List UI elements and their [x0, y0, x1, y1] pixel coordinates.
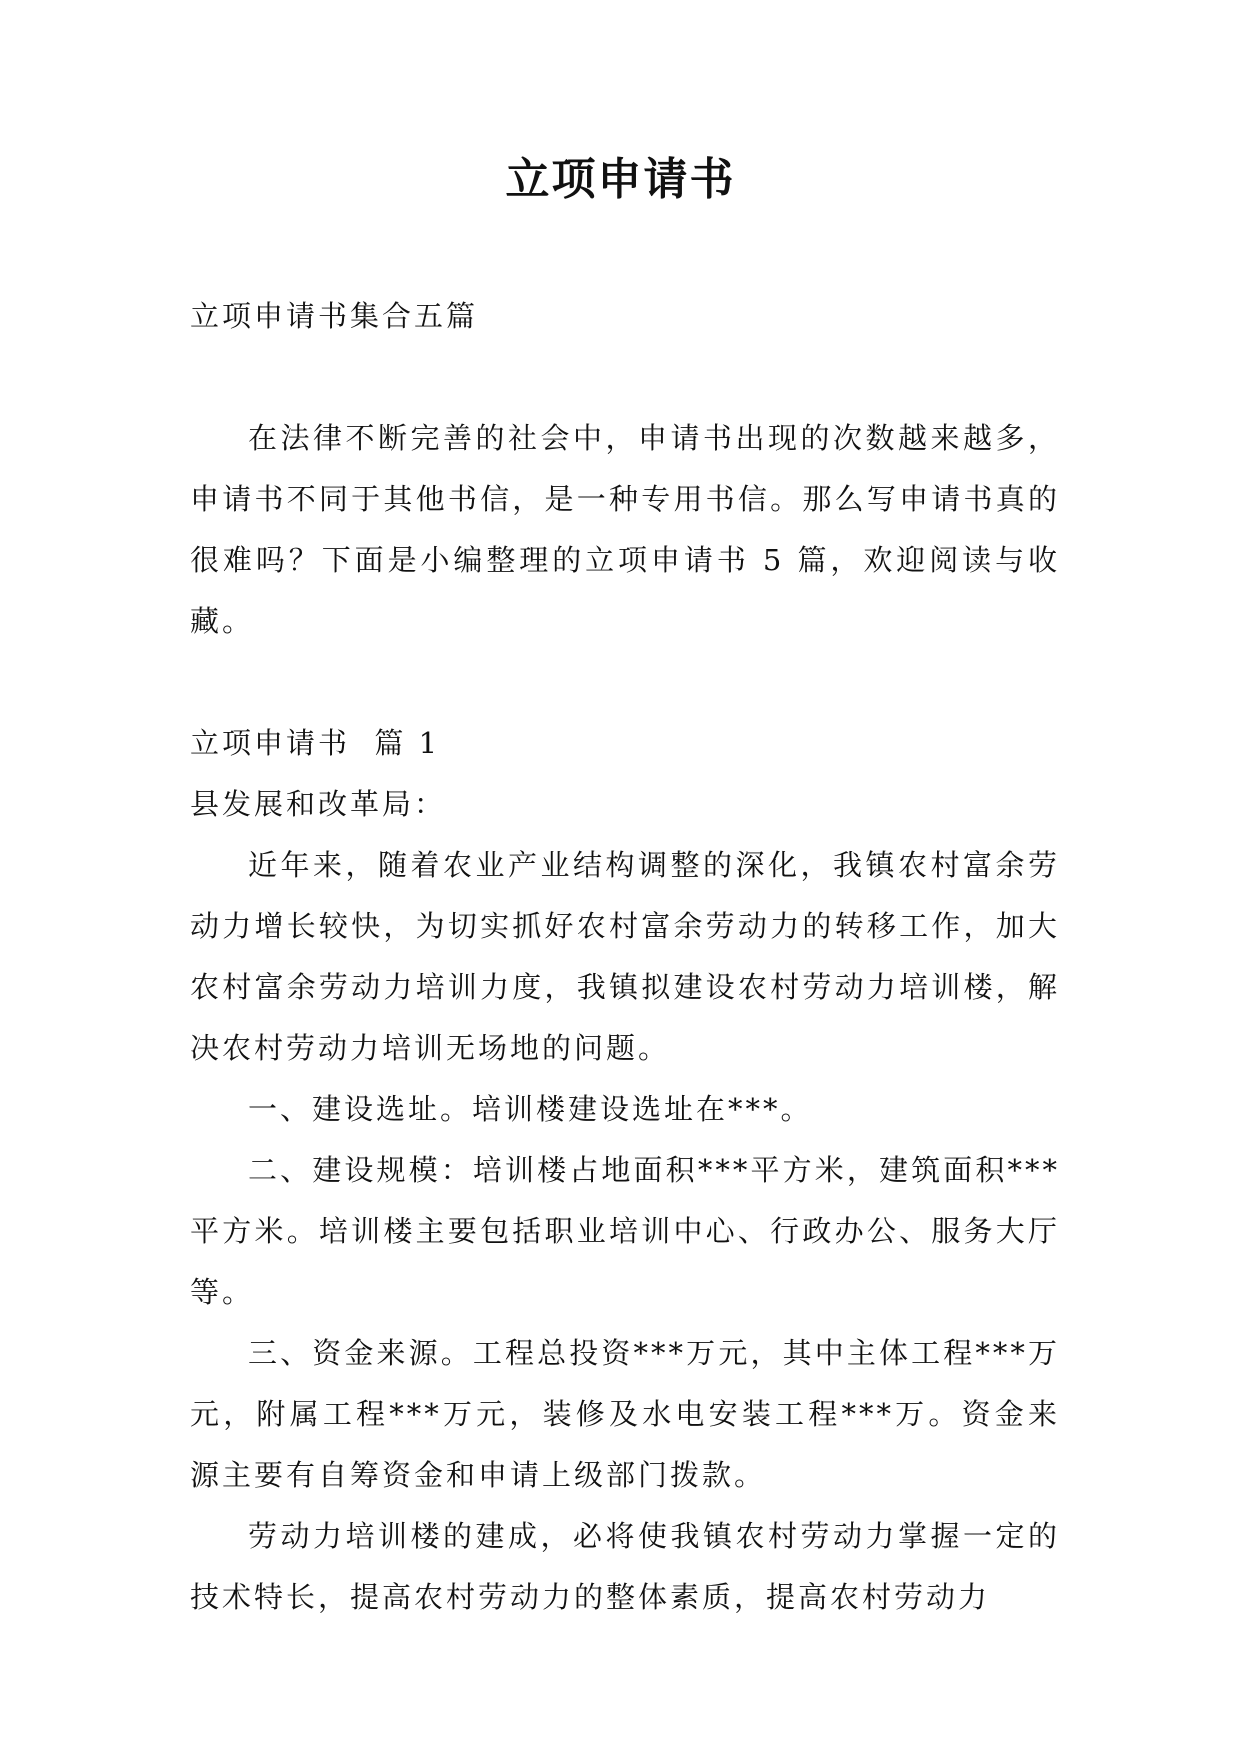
document-title: 立项申请书 — [505, 154, 736, 205]
body-paragraph-2: 一、建设选址。培训楼建设选址在***。 — [248, 1092, 813, 1126]
section-heading: 立项申请书 篇 1 — [190, 726, 441, 760]
body-paragraph-5: 劳动力培训楼的建成，必将使我镇农村劳动力掌握一定的技术特长，提高农村劳动力的整体素质，提高农村劳动力 — [190, 1519, 1060, 1614]
document-subtitle: 立项申请书集合五篇 — [190, 299, 479, 333]
body-paragraph-4: 三、资金来源。工程总投资***万元，其中主体工程***万元，附属工程***万元，装修及水电安装工程***万。资金来源主要有自筹资金和申请上级部门拨款。 — [190, 1336, 1060, 1492]
body-paragraph-3: 二、建设规模：培训楼占地面积***平方米，建筑面积***平方米。培训楼主要包括职业培训中心、行政办公、服务大厅等。 — [190, 1153, 1060, 1309]
document-body — [190, 286, 1060, 1628]
intro-paragraph: 在法律不断完善的社会中，申请书出现的次数越来越多，申请书不同于其他书信，是一种专用书信。那么写申请书真的很难吗？下面是小编整理的立项申请书 5 篇，欢迎阅读与收藏。 — [190, 421, 1060, 638]
body-paragraph-1: 近年来，随着农业产业结构调整的深化，我镇农村富余劳动力增长较快，为切实抓好农村富余劳动力的转移工作，加大农村富余劳动力培训力度，我镇拟建设农村劳动力培训楼，解决农村劳动力培训无场地的问题。 — [190, 848, 1060, 1065]
salutation: 县发展和改革局： — [190, 787, 447, 821]
